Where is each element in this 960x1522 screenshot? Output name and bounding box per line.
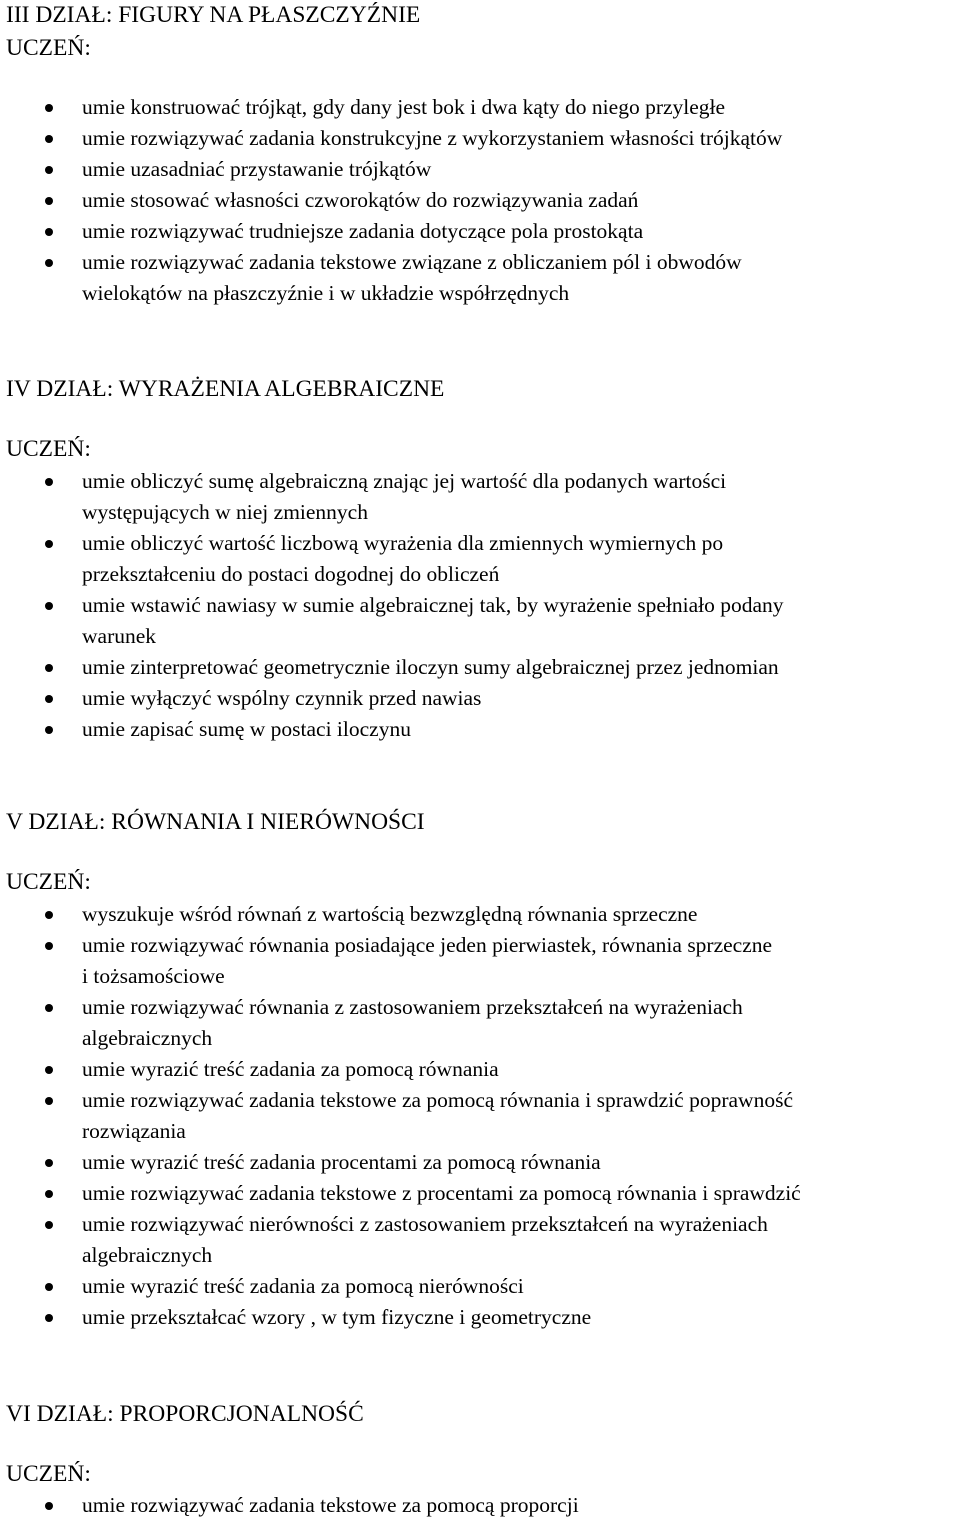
- student-label: UCZEŃ:: [6, 1461, 91, 1487]
- bullet-icon: [45, 664, 53, 672]
- bullet-icon: [45, 726, 53, 734]
- bullet-icon: [45, 1097, 53, 1105]
- list-item: umie rozwiązywać zadania tekstowe za pomocą równania i sprawdzić poprawność rozwiązania: [0, 1085, 960, 1147]
- bullet-icon: [45, 259, 53, 267]
- bullet-icon: [45, 228, 53, 236]
- list-item: umie wyłączyć wspólny czynnik przed nawias: [0, 683, 960, 714]
- bullet-icon: [45, 942, 53, 950]
- bullet-icon: [45, 1314, 53, 1322]
- list-item: umie konstruować trójkąt, gdy dany jest bok i dwa kąty do niego przyległe: [0, 92, 960, 123]
- list-item: umie rozwiązywać zadania konstrukcyjne z wykorzystaniem własności trójkątów: [0, 123, 960, 154]
- student-label: UCZEŃ:: [6, 35, 91, 61]
- section-iv-list: [0, 466, 960, 745]
- list-item: umie zinterpretować geometrycznie iloczyn sumy algebraicznej przez jednomian: [0, 652, 960, 683]
- list-item: umie przekształcać wzory , w tym fizyczne i geometryczne: [0, 1302, 960, 1333]
- list-item: umie wyrazić treść zadania procentami za pomocą równania: [0, 1147, 960, 1178]
- section-vi-list: [0, 1490, 960, 1521]
- student-label: UCZEŃ:: [6, 436, 91, 462]
- list-item: umie rozwiązywać zadania tekstowe za pomocą proporcji: [0, 1490, 960, 1521]
- bullet-icon: [45, 1190, 53, 1198]
- bullet-icon: [45, 540, 53, 548]
- list-item: umie stosować własności czworokątów do rozwiązywania zadań: [0, 185, 960, 216]
- bullet-icon: [45, 478, 53, 486]
- bullet-icon: [45, 104, 53, 112]
- section-title-iii: III DZIAŁ: FIGURY NA PŁASZCZYŹNIE: [6, 2, 421, 28]
- list-item: umie obliczyć sumę algebraiczną znając jej wartość dla podanych wartości występujących w niej zmiennych: [0, 466, 960, 528]
- list-item: umie wyrazić treść zadania za pomocą nierówności: [0, 1271, 960, 1302]
- section-v-list: [0, 899, 960, 1333]
- bullet-icon: [45, 911, 53, 919]
- bullet-icon: [45, 695, 53, 703]
- list-item: umie wstawić nawiasy w sumie algebraicznej tak, by wyrażenie spełniało podany warunek: [0, 590, 960, 652]
- student-label: UCZEŃ:: [6, 869, 91, 895]
- bullet-icon: [45, 1004, 53, 1012]
- section-title-iv: IV DZIAŁ: WYRAŻENIA ALGEBRAICZNE: [6, 376, 445, 402]
- list-item: umie zapisać sumę w postaci iloczynu: [0, 714, 960, 745]
- bullet-icon: [45, 1221, 53, 1229]
- section-title-v: V DZIAŁ: RÓWNANIA I NIERÓWNOŚCI: [6, 809, 425, 835]
- list-item: umie obliczyć wartość liczbową wyrażenia dla zmiennych wymiernych po przekształceniu do postaci dogodnej do obliczeń: [0, 528, 960, 590]
- bullet-icon: [45, 1159, 53, 1167]
- bullet-icon: [45, 197, 53, 205]
- list-item: umie uzasadniać przystawanie trójkątów: [0, 154, 960, 185]
- list-item: umie rozwiązywać trudniejsze zadania dotyczące pola prostokąta: [0, 216, 960, 247]
- list-item: umie rozwiązywać równania z zastosowaniem przekształceń na wyrażeniach algebraicznych: [0, 992, 960, 1054]
- bullet-icon: [45, 1066, 53, 1074]
- bullet-icon: [45, 135, 53, 143]
- list-item: umie rozwiązywać zadania tekstowe związane z obliczaniem pól i obwodów wielokątów na płaszczyźnie i w układzie współrzędnych: [0, 247, 960, 309]
- list-item: wyszukuje wśród równań z wartością bezwzględną równania sprzeczne: [0, 899, 960, 930]
- bullet-icon: [45, 1283, 53, 1291]
- bullet-icon: [45, 1502, 53, 1510]
- bullet-icon: [45, 166, 53, 174]
- list-item: umie rozwiązywać zadania tekstowe z procentami za pomocą równania i sprawdzić: [0, 1178, 960, 1209]
- list-item: umie wyrazić treść zadania za pomocą równania: [0, 1054, 960, 1085]
- list-item: umie rozwiązywać równania posiadające jeden pierwiastek, równania sprzeczne i tożsamościowe: [0, 930, 960, 992]
- list-item: umie rozwiązywać nierówności z zastosowaniem przekształceń na wyrażeniach algebraicznych: [0, 1209, 960, 1271]
- bullet-icon: [45, 602, 53, 610]
- section-iii-list: [0, 92, 960, 309]
- section-title-vi: VI DZIAŁ: PROPORCJONALNOŚĆ: [6, 1401, 364, 1427]
